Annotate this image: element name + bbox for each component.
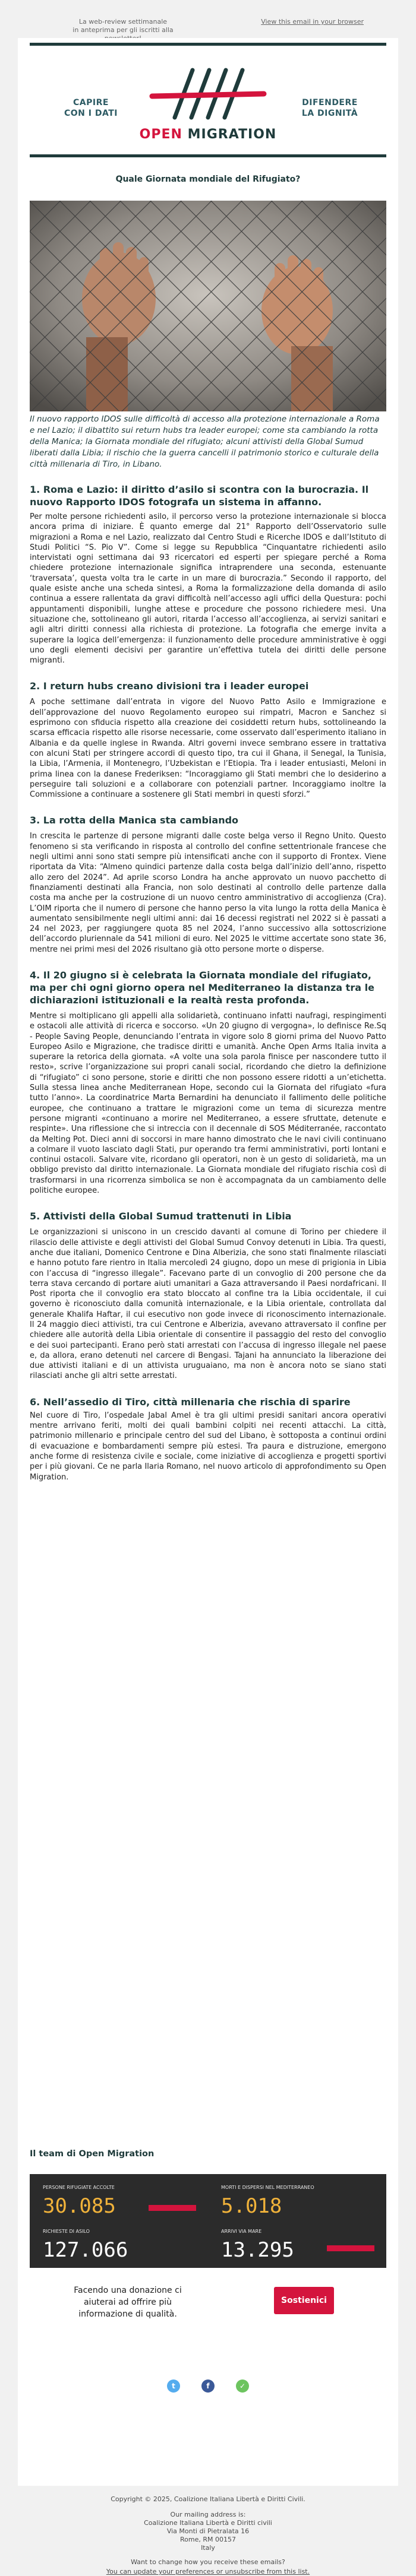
section-paragraph: Le organizzazioni si uniscono in un crescido davanti al comune di Torino per chiedere il rilascio delle attiviste e degli attivisti del Global Sumud Convoy detenuti in Libia. Tra questi, anche due italiani, Domenico Centrone e Dina Alberizia, che sono stati finalmente rilasciati e hanno potuto fare rientro in Italia mercoledì 24 giugno, dopo un mese di prigionia in Libia con l’accusa di “ingresso illegale”. Facevano parte di un convoglio di 200 persone che da terra stava cercando di portare aiuti umanitari a Gaza attraversando il Paesi nordafricani. Il Post riporta che il convoglio era stato bloccato al confine tra la Libia occidentale, il cui governo è riconosciuto dalla comunità internazionale, e la Libia orientale, controllata dal generale Khalifa Haftar, il cui esecutivo non gode invece di riconoscimento internazionale. Il 24 maggio dieci attivisti, tra cui Centrone e Alberizia, avevano attraversato il confine per chiedere alle autorità della Libia orientale di consentire il passaggio del resto del convoglio e dei suoi partecipanti. Erano però stati arrestati con l’accusa di ingresso illegale nel paese e, da allora, erano detenuti nel carcere di Bengasi. Tajani ha annunciato la liberazione dei due attivisti italiani e di un attivista uruguaiano, ma non è ancora noto se siano stati rilasciati anche gli altri sette arrestati.	[30, 1228, 386, 1381]
footer-address-4: Italy	[201, 2544, 215, 2552]
tagline-left	[46, 97, 135, 119]
tagline-right-1: DIFENDERE	[302, 98, 358, 107]
tagline-left-2: CON I DATI	[64, 109, 118, 118]
stat-bar	[327, 2245, 374, 2251]
section-paragraph: Mentre si moltiplicano gli appelli alla solidarietà, continuano infatti naufragi, respingimenti e ostacoli alle attività di ricerca e soccorso. «Un 20 giugno di vergogna», lo definisce Re.Sq - People Saving People, denunciando l’entrata in vigore solo 8 giorni prima del Nuovo Patto Europeo Asilo e Migrazione, che tradisce diritti e umanità. Anche Open Arms Italia invita a superare la retorica della giornata. «A volte una sola parola finisce per nascondere tutto il resto», scrive l’organizzazione sui propri canali social, ricordando che dietro la definizione di “rifugiato” ci sono persone, storie e diritti che non possono essere ridotti a un’etichetta. Sulla stessa linea anche Mediterranean Hope, secondo cui la Giornata del rifugiato «fura tutto l’anno». La coordinatrice Marta Bernardini ha denunciato il fallimento delle politiche europee, che continuano a trattare le migrazioni come un tema di sicurezza mentre persone migranti «continuano a morire nel Mediterraneo, a essere sfruttate, detenute e respinte». Una riflessione che si intreccia con il decennale di SOS Méditerranée, raccontato da Melting Pot. Dieci anni di soccorsi in mare hanno dimostrato che le navi civili continuano a colmare il vuoto lasciato dagli Stati, pur operando tra fermi amministrativi, porti lontani e continui ostacoli. Salvare vite, ricordano gli operatori, non è un gesto di solidarietà, ma un obbligo previsto dal diritto internazionale. La Giornata mondiale del rifugiato rischia così di trasformarsi in una ricorrenza simbolica se non è accompagnata da un cambiamento delle politiche europee.	[30, 1011, 386, 1196]
stat-value: 13.295	[221, 2238, 294, 2262]
tagline-right	[285, 97, 374, 119]
header-bottom-rule	[30, 154, 386, 157]
section-paragraph: Per molte persone richiedenti asilo, il percorso verso la protezione internazionale si blocca ancora prima di iniziare. È quanto emerge dal 21° Rapporto dell’Osservatorio sulle migrazioni a Roma e nel Lazio, realizzato dal Centro Studi e Ricerche IDOS e dall’Istituto di Studi Politici “S. Pio V”. Come si legge su Repubblica “Cinquantatre richiedenti asilo intervistati ogni settimana dai 93 ricercatori ed esperti per spiegare perché a Roma chiedere protezione internazionale significa intraprendere una seconda, estenuante ‘traversata’, questa volta tra le carte in un mare di burocrazia.” Secondo il rapporto, del quale esiste anche una scheda sintesi, a Roma la formalizzazione della domanda di asilo continua a essere rallentata da gravi difficoltà nell’accesso agli uffici della Questura: pochi appuntamenti disponibili, lunghe attese e procedure che possono richiedere mesi. Una situazione che, sottolineano gli autori, ritarda l’accesso all’accoglienza, ai servizi sanitari e agli altri diritti connessi alla richiesta di protezione. La fotografia che emerge invita a superare la logica dell’emergenza: il funzionamento delle procedure amministrative è oggi uno degli elementi decisivi per garantire un’effettiva tutela dei diritti delle persone migranti.	[30, 512, 386, 666]
footer-copyright: Copyright © 2025, Coalizione Italiana Libertà e Diritti Civili.	[111, 2495, 305, 2503]
donate-text: Facendo una donazione ci aiuterai ad offrire più informazione di qualità.	[74, 2286, 182, 2319]
tagline-left-1: CAPIRE	[73, 98, 109, 107]
section-5	[30, 1210, 386, 1381]
stat-bar	[149, 2205, 196, 2211]
tagline-right-2: LA DIGNITÀ	[301, 109, 358, 118]
stat-label: PERSONE RIFUGIATE ACCOLTE	[43, 2185, 115, 2190]
stat-label: RICHIESTE DI ASILO	[43, 2229, 90, 2234]
brand-migration: MIGRATION	[187, 127, 277, 142]
stat-label: ARRIVI VIA MARE	[221, 2229, 262, 2234]
section-title: 5. Attivisti della Global Sumud trattenuti in Libia	[30, 1211, 292, 1222]
section-paragraph: Nel cuore di Tiro, l’ospedale Jabal Amel è tra gli ultimi presidi sanitari ancora operativi mentre arrivano feriti, molti dei quali bambini colpiti nei recenti attacchi. La città, patrimonio millenario e principale centro del sud del Libano, è sottoposta a continui ordini di evacuazione e bombardamenti sempre più estesi. Tra paura e distruzione, emergono anche forme di resistenza civile e sociale, come iniziative di accoglienza e progetti sportivi per i più giovani. Ce ne parla Ilaria Romano, nel nuovo articolo di approfondimento su Open Migration.	[30, 1411, 386, 1482]
footer-mailing-label: Our mailing address is:	[170, 2511, 246, 2518]
section-2	[30, 680, 386, 800]
donate-button[interactable]: Sostienici	[274, 2287, 334, 2314]
section-title: 1. Roma e Lazio: il diritto d’asilo si scontra con la burocrazia. Il nuovo Rapporto IDOS fotografa un sistema in affanno.	[30, 484, 369, 508]
stat-value: 30.085	[43, 2194, 116, 2218]
stat-value: 127.066	[43, 2238, 128, 2262]
article-title: Quale Giornata mondiale del Rifugiato?	[115, 175, 301, 184]
website-icon[interactable]: ✓	[236, 2379, 249, 2393]
preheader-line-1: La web-review settimanale	[78, 18, 168, 26]
preheader	[0, 0, 416, 38]
social-links	[18, 2379, 398, 2393]
footer-address-2: Via Monti di Pietralata 16	[166, 2527, 250, 2535]
footer-address-1: Coalizione Italiana Libertà e Diritti civili	[144, 2519, 272, 2527]
preheader-line-2: in anteprima per gli iscritti alla	[73, 26, 174, 34]
section-title: 4. Il 20 giugno si è celebrata la Giornata mondiale del rifugiato, ma per chi ogni giorno opera nel Mediterraneo la distanza tra le dichiarazioni istituzionali e la realtà resta profonda.	[30, 969, 374, 1006]
footer-address-3: Rome, RM 00157	[180, 2536, 236, 2543]
section-1	[30, 483, 386, 666]
stat-label: MORTI E DISPERSI NEL MEDITERRANEO	[221, 2185, 314, 2190]
stat-value: 5.018	[221, 2194, 282, 2218]
open-migration-logo-icon	[146, 65, 270, 125]
hero-image	[30, 201, 386, 411]
view-in-browser-link[interactable]: View this email in your browser	[261, 18, 364, 26]
hero-caption: Il nuovo rapporto IDOS sulle difficoltà di accesso alla protezione internazionale a Roma e nel Lazio; il dibattito sui return hubs tra leader europei; come sta cambiando la rotta della Manica; la Giornata mondiale del rifugiato; alcuni attivisti della Global Sumud liberati dalla Libia; il rischio che la guerra cancelli il patrimonio storico e culturale della città millenaria di Tiro, in Libano.	[30, 414, 380, 469]
brand-wordmark	[18, 127, 398, 142]
fence-hands-photo-icon	[30, 201, 386, 411]
team-title: Il team di Open Migration	[30, 2149, 155, 2159]
email-card	[18, 38, 398, 2486]
section-paragraph: A poche settimane dall’entrata in vigore del Nuovo Patto Asilo e Immigrazione e dell’approvazione del nuovo Regolamento europeo sui rimpatri, Macron e Sanchez si esprimono con sfiducia rispetto alla creazione dei cosiddetti return hubs, sottolineando la scarsa efficacia rispetto alle risorse necessarie, come osservato dall’esperimento italiano in Albania e da quelle inglese in Rwanda. Altri governi invece sembrano essere in trattativa con alcuni Stati per stringere accordi di questo tipo, tra cui il Ghana, il Senegal, la Tunisia, la Libia, l’Armenia, il Montenegro, l’Uzbekistan e l’Etiopia. Tra i leader entusiasti, Meloni in prima linea con la danese Frederiksen: “Incoraggiamo gli Stati membri che lo desiderino a perseguire tali soluzioni e a collaborare con potenziali partner. Incoraggiamo inoltre la Commissione a continuare a sostenere gli Stati membri in questi sforzi.”	[30, 698, 386, 800]
section-paragraph: In crescita le partenze di persone migranti dalle coste belga verso il Regno Unito. Questo fenomeno si sta verificando in risposta al controllo del confine settentrionale francese che negli ultimi anni sono stati sempre più intensificati anche con il supporto di Frontex. Viene riportata da Vita: “Almeno quindici partenze dalla costa belga dall’inizio dell’anno, rispetto allo zero del 2024”. Ad aprile scorso Londra ha anche approvato un nuovo pacchetto di finanziamenti destinati alla Francia, non solo destinati al controllo delle partenze dalla costa ma anche per la costruzione di un nuovo centro amministrativo di accoglienza (Cra). L’OIM riporta che il numero di persone che hanno perso la vita lungo la rotta della Manica è aumentato sensibilmente negli ultimi anni: dai 16 decessi registrati nel 2022 si è passati a 24 nel 2023, per raggiungere quota 85 nel 2024, l’anno successivo alla sottoscrizione dell’accordo pluriennale da 541 milioni di euro. Nel 2025 le vittime accertate sono state 36, mentre nei primi mesi del 2026 risultano già otto persone morte o disperse.	[30, 832, 386, 954]
stats-left	[30, 2174, 208, 2268]
facebook-icon[interactable]: f	[201, 2379, 215, 2393]
section-title: 2. I return hubs creano divisioni tra i leader europei	[30, 680, 309, 692]
section-4	[30, 969, 386, 1196]
header	[18, 38, 398, 163]
update-preferences-link[interactable]: You can update your preferences or unsubscribe from this list.	[106, 2568, 310, 2575]
twitter-icon[interactable]: t	[167, 2379, 180, 2393]
section-title: 3. La rotta della Manica sta cambiando	[30, 815, 239, 826]
section-3	[30, 814, 386, 955]
brand-open: OPEN	[139, 127, 182, 142]
header-top-rule	[30, 43, 386, 46]
footer-change-label: Want to change how you receive these emails?	[131, 2558, 285, 2566]
footer	[0, 2486, 416, 2568]
stats-right	[208, 2174, 386, 2268]
section-6	[30, 1396, 386, 1482]
stats-banner	[30, 2174, 386, 2268]
section-title: 6. Nell’assedio di Tiro, città millenaria che rischia di sparire	[30, 1396, 351, 1408]
